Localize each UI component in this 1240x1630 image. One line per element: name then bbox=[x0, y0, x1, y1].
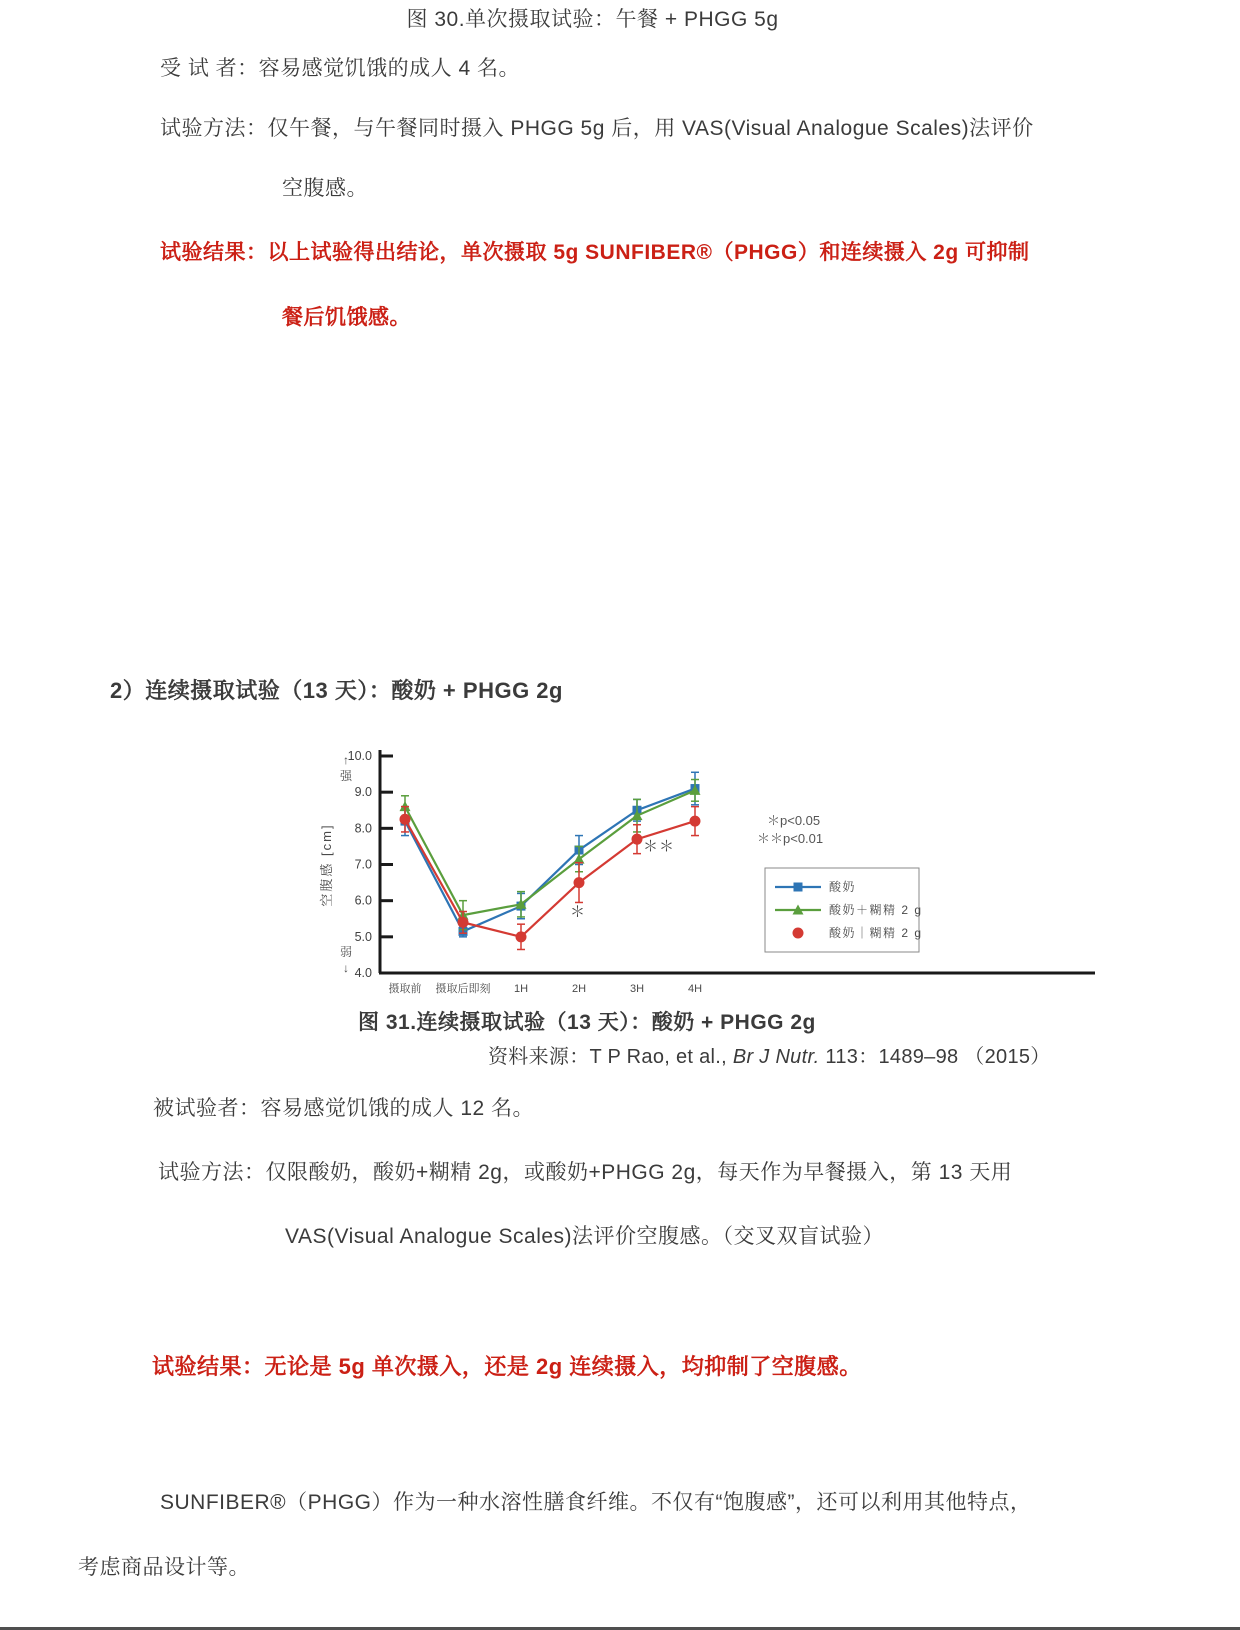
section2-result-line: 试验结果：无论是 5g 单次摄入，还是 2g 连续摄入，均抑制了空腹感。 bbox=[152, 1354, 862, 1379]
svg-text:摄取后即刻: 摄取后即刻 bbox=[435, 983, 491, 995]
svg-text:4.0: 4.0 bbox=[354, 966, 372, 980]
svg-text:强: 强 bbox=[339, 769, 353, 783]
figure-31-source bbox=[488, 1040, 1051, 1069]
svg-text:5.0: 5.0 bbox=[354, 929, 372, 944]
section1-result-line1: 试验结果：以上试验得出结论，单次摄取 5g SUNFIBER®（PHGG）和连续摄入 2g 可抑制 bbox=[160, 241, 1030, 264]
footer-line1: SUNFIBER®（PHGG）作为一种水溶性膳食纤维。不仅有“饱腹感”，还可以利用其他特点， bbox=[160, 1491, 1032, 1514]
svg-text:10.0: 10.0 bbox=[347, 749, 372, 763]
section2-heading: 2）连续摄取试验（13 天）：酸奶 + PHGG 2g bbox=[110, 678, 563, 703]
source-prefix: 资料来源：T P Rao, et al., bbox=[488, 1046, 733, 1068]
svg-text:↓: ↓ bbox=[343, 961, 349, 975]
source-journal-name: Br J Nutr. bbox=[732, 1046, 820, 1068]
svg-text:＊: ＊ bbox=[570, 903, 587, 921]
svg-text:3H: 3H bbox=[629, 983, 645, 995]
svg-text:7.0: 7.0 bbox=[354, 857, 372, 872]
figure-30-title: 图 30.单次摄取试验：午餐 + PHGG 5g bbox=[406, 8, 779, 31]
figure-31-caption: 图 31.连续摄取试验（13 天）：酸奶 + PHGG 2g bbox=[358, 1011, 816, 1034]
sig-level-2: ＊＊p<0.01 bbox=[757, 831, 824, 846]
svg-text:＊＊: ＊＊ bbox=[643, 838, 676, 856]
svg-text:8.0: 8.0 bbox=[354, 821, 372, 836]
svg-text:6.0: 6.0 bbox=[354, 893, 372, 908]
section2-method-line2: VAS(Visual Analogue Scales)法评价空腹感。（交叉双盲试验） bbox=[285, 1225, 885, 1248]
figure-31-line-chart bbox=[315, 718, 1115, 1010]
y-axis-label: 空腹感 [cm] bbox=[319, 823, 334, 907]
chart-legend bbox=[765, 868, 923, 952]
footer-line2: 考虑商品设计等。 bbox=[78, 1556, 250, 1579]
section1-subjects-line: 受 试 者：容易感觉饥饿的成人 4 名。 bbox=[160, 57, 521, 80]
svg-text:酸奶＋糊精 2 g: 酸奶＋糊精 2 g bbox=[829, 903, 923, 917]
svg-text:↑: ↑ bbox=[343, 753, 349, 767]
source-suffix: 113：1489–98 （2015） bbox=[819, 1046, 1051, 1068]
svg-text:9.0: 9.0 bbox=[354, 785, 372, 800]
section1-method-line1: 试验方法：仅午餐，与午餐同时摄入 PHGG 5g 后，用 VAS(Visual Analogue Scales)法评价 bbox=[160, 117, 1034, 140]
sig-level-1: ＊p<0.05 bbox=[767, 813, 821, 828]
section2-method-line1: 试验方法：仅限酸奶，酸奶+糊精 2g，或酸奶+PHGG 2g，每天作为早餐摄入，第 13 天用 bbox=[158, 1161, 1013, 1184]
svg-text:4H: 4H bbox=[687, 983, 703, 995]
section2-subjects-line: 被试验者：容易感觉饥饿的成人 12 名。 bbox=[153, 1097, 535, 1120]
svg-text:1H: 1H bbox=[513, 983, 529, 995]
svg-text:2H: 2H bbox=[571, 983, 587, 995]
svg-text:酸奶｜糊精 2 g: 酸奶｜糊精 2 g bbox=[829, 926, 923, 940]
svg-text:弱: 弱 bbox=[339, 945, 353, 959]
hunger-vas-chart-svg bbox=[315, 718, 1115, 1010]
svg-text:酸奶: 酸奶 bbox=[829, 880, 857, 894]
section1-method-line2: 空腹感。 bbox=[282, 177, 368, 200]
svg-text:摄取前: 摄取前 bbox=[388, 983, 422, 995]
section1-result-line2: 餐后饥饿感。 bbox=[282, 306, 411, 329]
